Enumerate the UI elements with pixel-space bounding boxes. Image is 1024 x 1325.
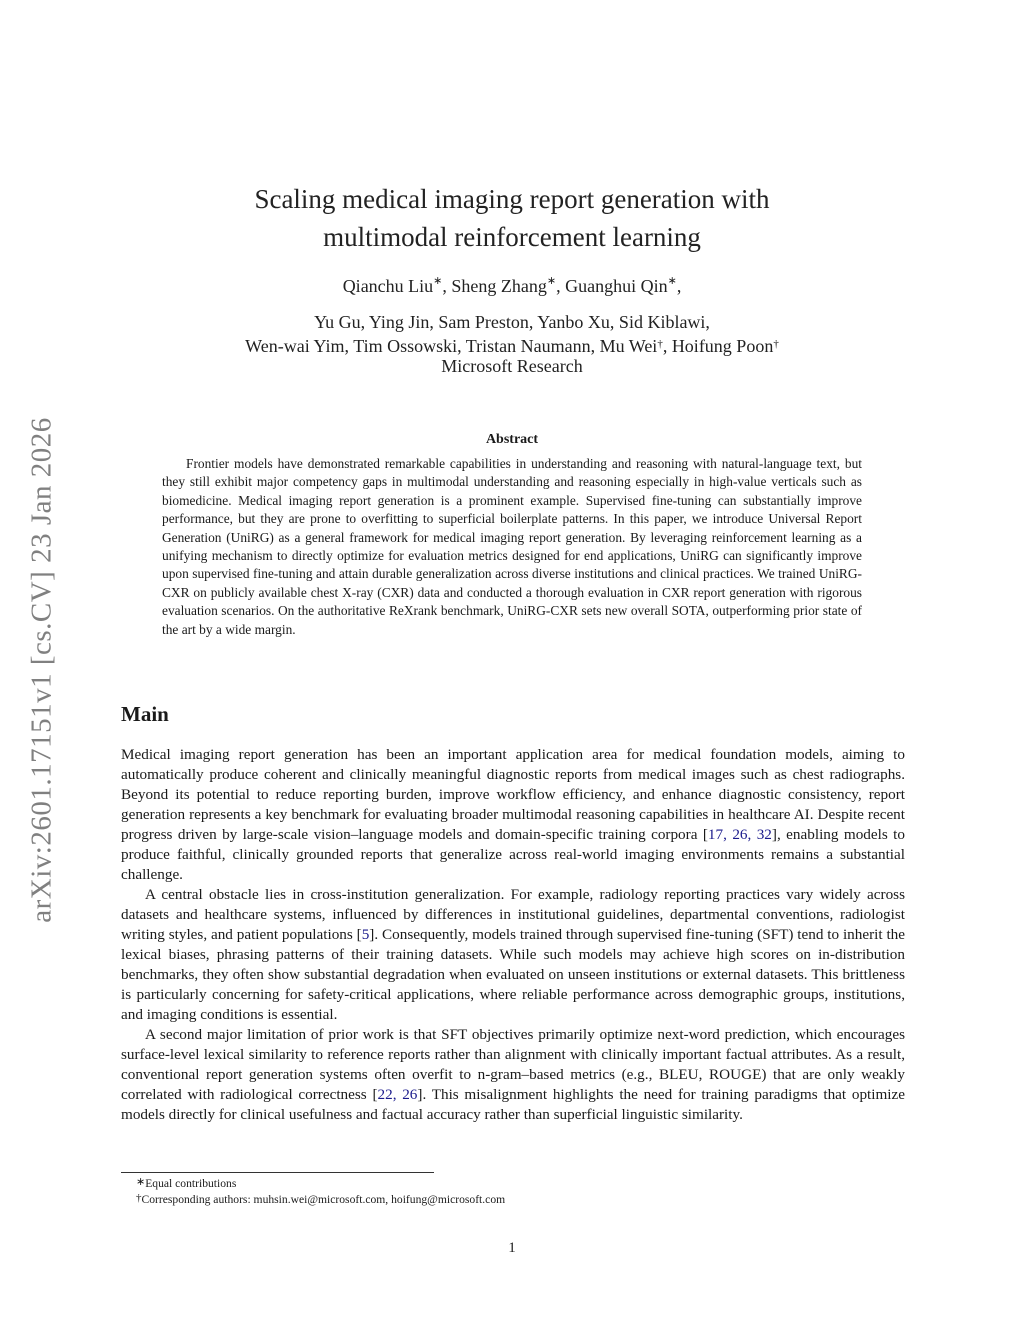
paragraph-1	[121, 745, 905, 885]
paragraph-2	[121, 885, 905, 1025]
paragraph-text: ], enabling models to produce faithful, clinically grounded reports that generalize across real-world imaging environments remains a substantial challenge.	[121, 826, 905, 883]
paragraph-3	[121, 1025, 905, 1125]
author-line-2: Yu Gu, Ying Jin, Sam Preston, Yanbo Xu, Sid Kiblawi,	[314, 312, 710, 332]
abstract-heading: Abstract	[485, 432, 539, 447]
footnote-2	[136, 1192, 505, 1208]
arxiv-stamp-text: arXiv:2601.17151v1 [cs.CV] 23 Jan 2026	[25, 417, 58, 923]
footnote-text: Equal contributions	[145, 1177, 237, 1190]
section-heading-main: Main	[121, 702, 169, 726]
citation-link[interactable]: 17, 26, 32	[707, 826, 772, 843]
author-name: Sheng Zhang	[451, 276, 547, 296]
equal-contrib-mark: ∗	[433, 275, 443, 287]
paper-title	[170, 180, 854, 256]
footnote-mark: †	[136, 1192, 142, 1204]
equal-contrib-mark: ∗	[667, 275, 677, 287]
title-line-1: Scaling medical imaging report generation with	[254, 184, 770, 214]
equal-contrib-mark: ∗	[546, 275, 557, 287]
citation-link[interactable]: 5	[361, 926, 370, 943]
author-lines-2-3	[150, 310, 874, 358]
abstract-text: Frontier models have demonstrated remarkable capabilities in understanding and reasoning with natural-language text, but they still exhibit major competency gaps in multimodal understanding and reasoning especially in high-value verticals such as biomedicine. Medical imaging report generation is a prominent example. Supervised fine-tuning can substantially improve performance, but they are prone to overfitting to superficial boilerplate patterns. In this paper, we introduce Universal Report Generation (UniRG) as a general framework for medical imaging report generation. By leveraging reinforcement learning as a unifying mechanism to directly optimize for evaluation metrics designed for end applications, UniRG can significantly improve upon supervised fine-tuning and attain durable generalization across diverse institutions and clinical practices. We trained UniRG-CXR on publicly available chest X-ray (CXR) data and conducted a thorough evaluation in CXR report generation with rigorous evaluation scenarios. On the authoritative ReXrank benchmark, UniRG-CXR sets new overall SOTA, outperforming prior state of the art by a wide margin.	[162, 456, 862, 637]
title-line-2: multimodal reinforcement learning	[323, 222, 701, 252]
corresponding-mark: †	[657, 338, 663, 350]
paragraph-text: Medical imaging report generation has been an important application area for medical foundation models, aiming to automatically produce coherent and clinically meaningful diagnostic reports from medical images such as chest radiographs. Beyond its potential to reduce reporting burden, improve workflow efficiency, and enhance diagnostic consistency, report generation represents a key benchmark for evaluating broader multimodal reasoning capabilities in healthcare AI. Despite recent progress driven by large-scale vision–language models and domain-specific training corpora [	[121, 746, 905, 843]
author-name: Qianchu Liu	[342, 276, 434, 296]
corresponding-mark: †	[773, 338, 779, 350]
footnote-rule	[121, 1172, 434, 1173]
footnotes	[136, 1176, 505, 1208]
paragraph-text: A central obstacle lies in cross-institution generalization. For example, radiology reporting practices vary widely across datasets and healthcare systems, influenced by differences in institutional guidelines, departmental conventions, radiologist writing styles, and patient populations [	[121, 886, 905, 943]
author-line-3	[150, 334, 874, 358]
author-separator: ,	[556, 276, 566, 296]
paragraph-text: ]. This misalignment highlights the need for training paradigms that optimize models directly for clinical usefulness and factual accuracy rather than superficial linguistic similarity.	[121, 1086, 906, 1123]
author-line-1	[150, 276, 874, 297]
footnote-text: Corresponding authors: muhsin.wei@microsoft.com, hoifung@microsoft.com	[141, 1193, 506, 1206]
author-separator: ,	[442, 276, 452, 296]
affiliation: Microsoft Research	[441, 356, 583, 376]
author-name: Guanghui Qin	[565, 276, 668, 296]
footnote-1	[136, 1176, 505, 1192]
paragraph-text: ]. Consequently, models trained through supervised fine-tuning (SFT) tend to inherit the lexical biases, phrasing patterns of their training datasets. While such models may achieve high scores on in-distribution benchmarks, they often show substantial degradation when evaluated on unseen institutions or external datasets. This brittleness is particularly concerning for safety-critical applications, where reliable performance across demographic groups, institutions, and imaging conditions is essential.	[121, 926, 905, 1023]
paragraph-text: A second major limitation of prior work is that SFT objectives primarily optimize next-word prediction, which encourages surface-level lexical similarity to reference reports rather than alignment with clinically important factual attributes. As a result, conventional report generation systems often overfit to n-gram–based metrics (e.g., BLEU, ROUGE) that are only weakly correlated with radiological correctness [	[121, 1026, 905, 1103]
main-body	[121, 745, 905, 1125]
citation-link[interactable]: 22, 26	[377, 1086, 418, 1103]
author-separator: ,	[676, 276, 682, 296]
page-number: 1	[508, 1240, 516, 1256]
author-names: , Hoifung Poon	[662, 336, 774, 356]
author-names: Wen-wai Yim, Tim Ossowski, Tristan Naumann, Mu Wei	[245, 336, 658, 356]
arxiv-stamp	[22, 380, 62, 960]
footnote-mark: ∗	[136, 1176, 146, 1188]
